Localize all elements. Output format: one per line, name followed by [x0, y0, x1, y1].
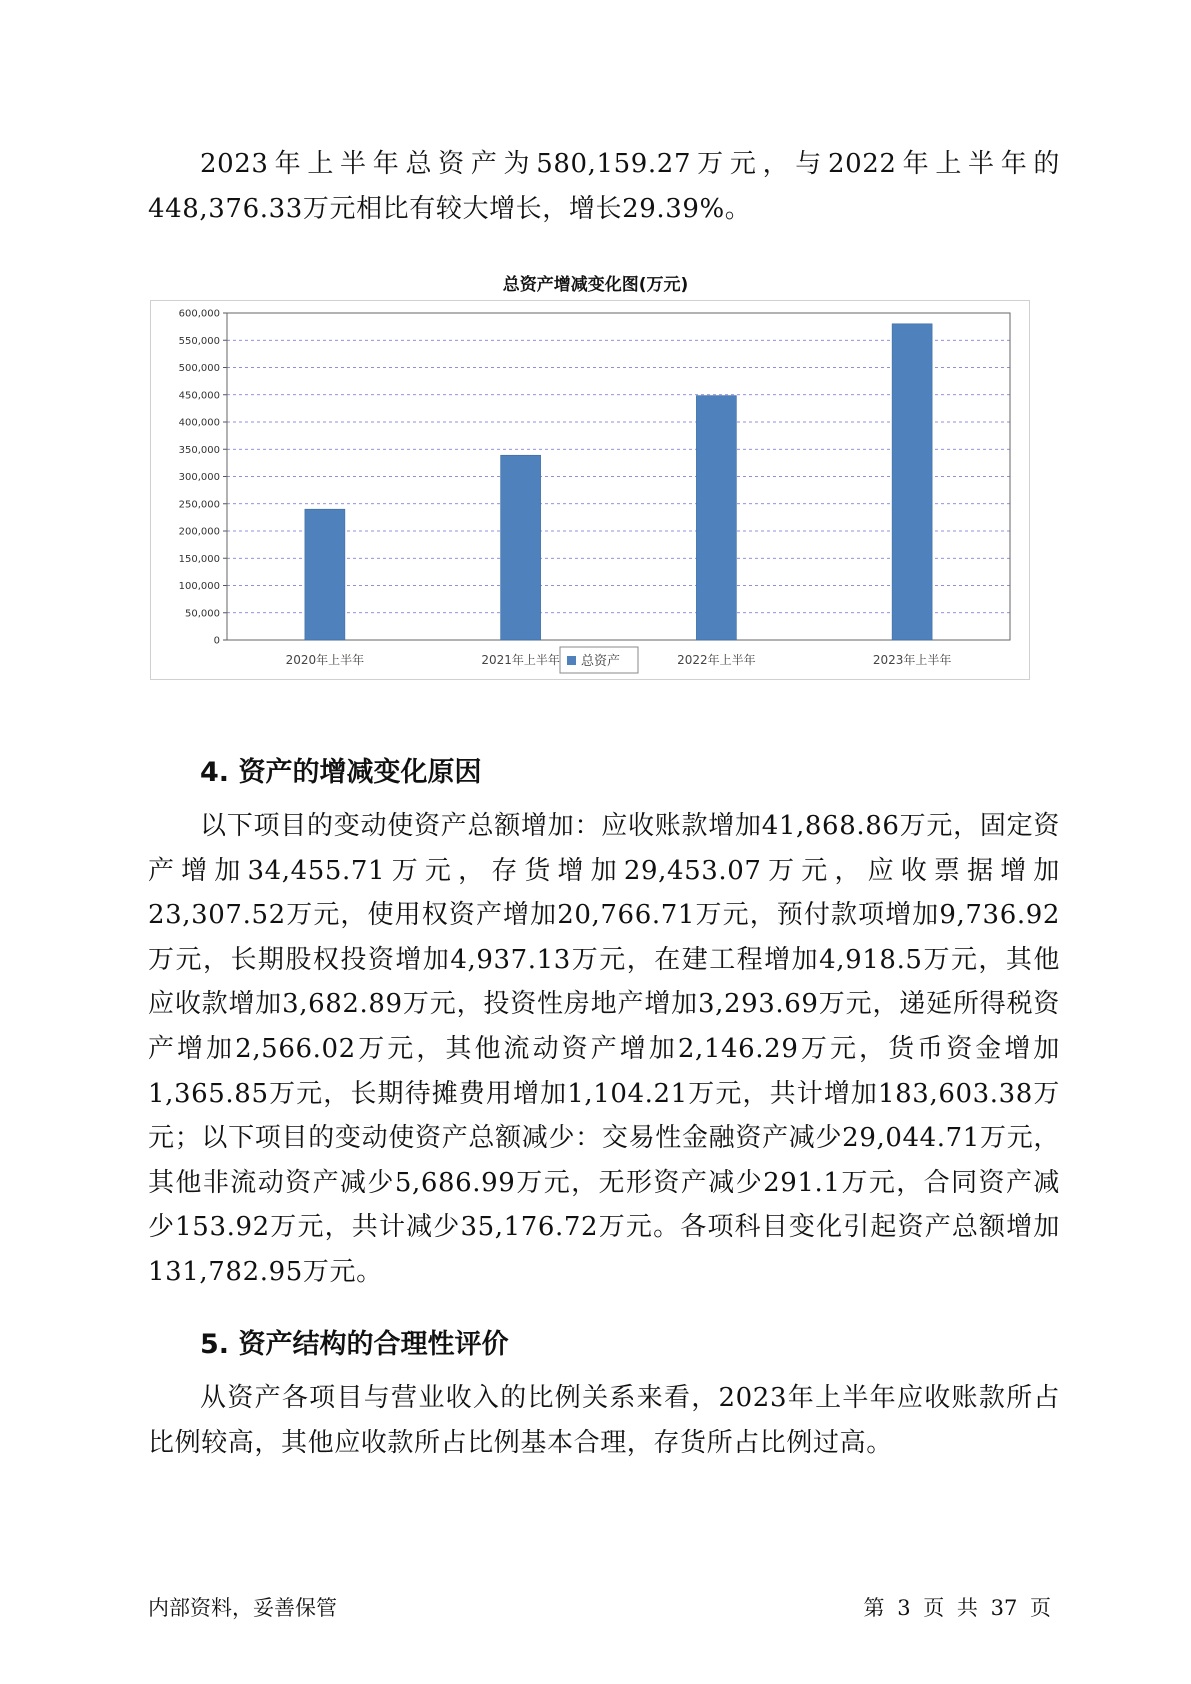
y-tick-label: 550,000: [178, 335, 220, 347]
section4-paragraph: 以下项目的变动使资产总额增加：应收账款增加41,868.86万元，固定资产增加34,455.71万元，存货增加29,453.07万元，应收票据增加23,307.52万元，使用权资产增加20,766.71万元，预付款项增加9,736.92万元，长期股权投资增加4,937.13万元，在建工程增加4,918.5万元，其他应收款增加3,682.89万元，投资性房地产增加3,293.69万元，递延所得税资产增加2,566.02万元，其他流动资产增加2,146.29万元，货币资金增加1,365.85万元，长期待摊费用增加1,104.21万元，共计增加183,603.38万元；以下项目的变动使资产总额减少：交易性金融资产减少29,044.71万元，其他非流动资产减少5,686.99万元，无形资产减少291.1万元，合同资产减少153.92万元，共计减少35,176.72万元。各项科目变化引起资产总额增加131,782.95万元。: [148, 811, 1060, 1287]
intro-paragraph: 2023年上半年总资产为580,159.27万元，与2022年上半年的448,376.33万元相比有较大增长，增长29.39%。: [148, 149, 1060, 224]
total-assets-bar-chart: [150, 300, 1030, 680]
bar-1: [305, 509, 345, 640]
y-tick-label: 250,000: [178, 499, 220, 511]
y-tick-label: 50,000: [185, 608, 220, 620]
y-tick-label: 450,000: [178, 390, 220, 402]
x-tick-label: 2023年上半年: [872, 653, 952, 667]
footer-page-number: 第 3 页 共 37 页: [863, 1596, 1051, 1620]
x-tick-label: 2021年上半年: [481, 653, 560, 667]
y-tick-label: 0: [213, 635, 220, 647]
legend-label: 总资产: [581, 654, 621, 669]
y-tick-label: 300,000: [178, 472, 220, 483]
bar-3: [696, 396, 736, 640]
chart-title: 总资产增减变化图(万元): [502, 275, 689, 295]
section5-paragraph: 从资产各项目与营业收入的比例关系来看，2023年上半年应收账款所占比例较高，其他应收款所占比例基本合理，存货所占比例过高。: [148, 1383, 1060, 1458]
y-tick-label: 100,000: [178, 581, 220, 592]
section5-heading: 5. 资产结构的合理性评价: [200, 1329, 509, 1360]
bar-2: [501, 455, 541, 640]
y-tick-label: 600,000: [178, 308, 220, 320]
y-tick-label: 150,000: [178, 553, 220, 565]
y-tick-label: 500,000: [178, 363, 220, 374]
section4-heading: 4. 资产的增减变化原因: [200, 757, 482, 788]
x-tick-label: 2022年上半年: [677, 653, 756, 667]
legend-swatch: [567, 656, 576, 665]
bar-4: [892, 324, 932, 640]
x-tick-label: 2020年上半年: [285, 653, 365, 667]
y-tick-label: 350,000: [178, 444, 220, 456]
y-tick-label: 400,000: [178, 417, 220, 429]
footer-confidential: 内部资料，妥善保管: [148, 1596, 337, 1620]
y-tick-label: 200,000: [178, 526, 220, 538]
